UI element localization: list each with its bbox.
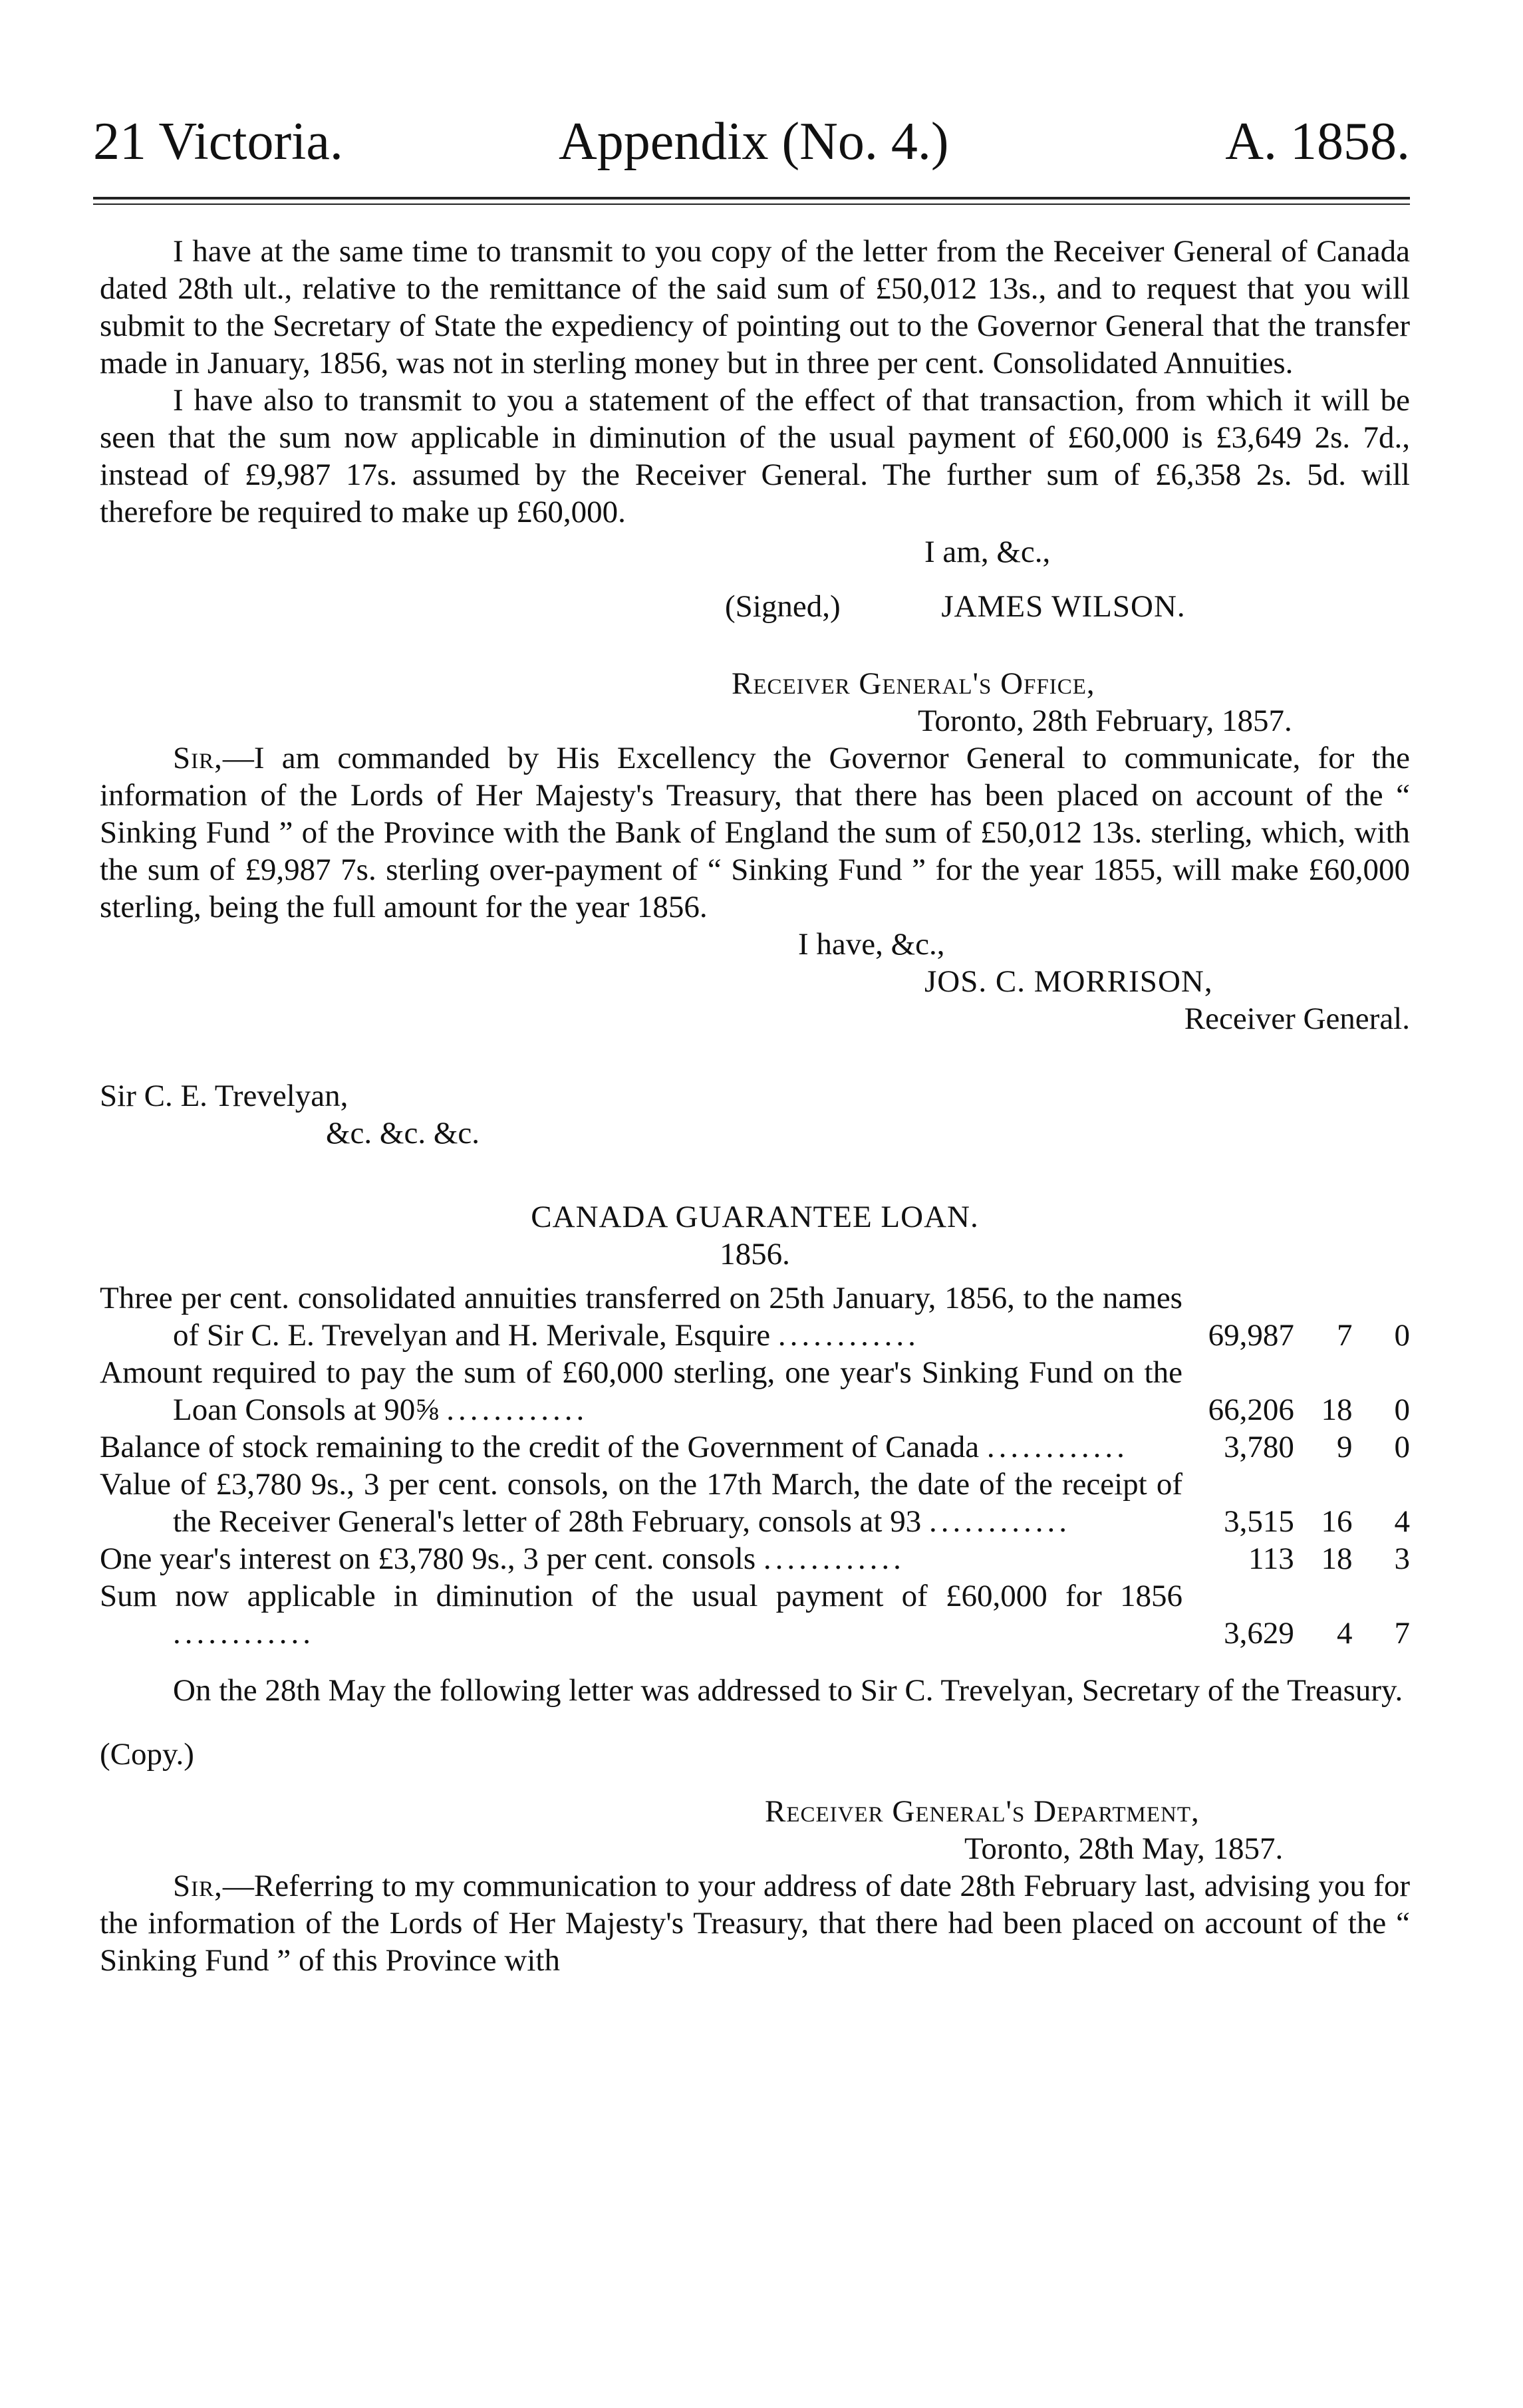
row-description-text: Balance of stock remaining to the credit of the Government of Canada ............ bbox=[100, 1430, 1129, 1464]
row-description bbox=[100, 1577, 1182, 1652]
row-pence: 3 bbox=[1394, 1541, 1410, 1576]
signatory-name: JAMES WILSON. bbox=[941, 589, 1186, 624]
letter2-signatory-name: JOS. C. MORRISON, bbox=[924, 964, 1213, 999]
loan-statement-table bbox=[100, 1279, 1410, 1652]
letter1-paragraph-2: I have also to transmit to you a statement of the effect of that transaction, from which it will be seen that the sum now applicable in diminution of the usual payment of £60,000 is £3,649 2s. 7d., instead of £9,987 17s. assumed by the Receiver General. The further sum of £6,358 2s. 5d. will therefore be required to make up £60,000. bbox=[100, 383, 1410, 529]
row-pence: 0 bbox=[1394, 1393, 1410, 1427]
row-shillings: 4 bbox=[1337, 1616, 1353, 1651]
row-description-text: One year's interest on £3,780 9s., 3 per cent. consols ............ bbox=[100, 1541, 905, 1576]
letter2-body-text: —I am commanded by His Excellency the Governor General to communicate, for the information of the Lords of Her Majesty's Treasury, that there has been placed on account of the “ Sinking Fund ” of the Province with the Bank of England the sum of £50,012 13s. sterling, which, with the sum of £9,987 7s. sterling over-payment of “ Sinking Fund ” for the year 1855, will make £60,000 sterling, being the full amount for the year 1856. bbox=[100, 741, 1410, 924]
table-row bbox=[100, 1466, 1410, 1540]
addressee-etc: &c. &c. &c. bbox=[326, 1116, 480, 1150]
row-description-text: Sum now applicable in diminution of the usual payment of £60,000 for 1856 ............ bbox=[100, 1579, 1182, 1651]
row-shillings: 18 bbox=[1321, 1541, 1353, 1576]
row-description bbox=[100, 1428, 1182, 1466]
row-shillings: 7 bbox=[1337, 1318, 1353, 1353]
row-description-text: Value of £3,780 9s., 3 per cent. consols, on the 17th March, the date of the receipt of the Receiver General's letter of 28th February, consols at 93 ............ bbox=[100, 1467, 1182, 1539]
letter3-body bbox=[100, 1867, 1410, 1979]
header-session: 21 Victoria. bbox=[93, 112, 343, 171]
row-description-text: Three per cent. consolidated annuities transferred on 25th January, 1856, to the names of Sir C. E. Trevelyan and H. Merivale, Esquire ............ bbox=[100, 1281, 1182, 1353]
row-pence: 7 bbox=[1394, 1616, 1410, 1651]
signed-label: (Signed,) bbox=[725, 589, 841, 624]
table-row bbox=[100, 1354, 1410, 1428]
row-description bbox=[100, 1540, 1182, 1577]
letter1-paragraph-1: I have at the same time to transmit to you copy of the letter from the Receiver General of Canada dated 28th ult., relative to the remittance of the said sum of £50,012 13s., and to request that you will submit to the Secretary of State the expediency of pointing out to the Governor General that the transfer made in January, 1856, was not in sterling money but in three per cent. Consolidated Annuities. bbox=[100, 234, 1410, 380]
row-pounds: 3,780 bbox=[1224, 1430, 1294, 1464]
letter2-salutation: Sir, bbox=[173, 741, 223, 775]
letter2-signatory-title: Receiver General. bbox=[1184, 1002, 1410, 1036]
page-content bbox=[100, 233, 1410, 1979]
row-description-text: Amount required to pay the sum of £60,000 sterling, one year's Sinking Fund on the Loan Consols at 90⅝ ............ bbox=[100, 1355, 1182, 1427]
row-description bbox=[100, 1279, 1182, 1354]
row-shillings: 16 bbox=[1321, 1504, 1353, 1539]
row-pounds: 3,629 bbox=[1224, 1616, 1294, 1651]
row-pence: 4 bbox=[1394, 1504, 1410, 1539]
header-rule-thick bbox=[93, 197, 1410, 200]
table-row bbox=[100, 1540, 1410, 1577]
letter2-body bbox=[100, 739, 1410, 926]
row-description bbox=[100, 1354, 1182, 1428]
dot-leader-fill: ............ bbox=[763, 1541, 905, 1576]
table-row bbox=[100, 1279, 1410, 1354]
letter2-addressee bbox=[100, 1077, 1410, 1152]
letter3-office: Receiver General's Department, bbox=[765, 1794, 1200, 1829]
letter2-place-date: Toronto, 28th February, 1857. bbox=[918, 704, 1292, 738]
letter1-signature bbox=[100, 588, 1410, 625]
header-year: A. 1858. bbox=[1225, 112, 1410, 171]
letter2-heading bbox=[100, 665, 1410, 739]
row-pounds: 66,206 bbox=[1208, 1393, 1294, 1427]
table-row bbox=[100, 1577, 1410, 1652]
dot-leader-fill: ............ bbox=[446, 1393, 589, 1427]
dot-leader-fill: ............ bbox=[173, 1616, 315, 1651]
row-pence: 0 bbox=[1394, 1430, 1410, 1464]
row-description bbox=[100, 1466, 1182, 1540]
row-pounds: 113 bbox=[1248, 1541, 1294, 1576]
letter1-closing: I am, &c., bbox=[924, 535, 1051, 569]
header-rule-thin bbox=[93, 203, 1410, 205]
dot-leader-fill: ............ bbox=[928, 1504, 1071, 1539]
statement-title: CANADA GUARANTEE LOAN. bbox=[531, 1200, 979, 1234]
row-pounds: 69,987 bbox=[1208, 1318, 1294, 1353]
table-row bbox=[100, 1428, 1410, 1466]
addressee-name: Sir C. E. Trevelyan, bbox=[100, 1079, 348, 1113]
header-appendix: Appendix (No. 4.) bbox=[559, 112, 949, 171]
letter3-place-date: Toronto, 28th May, 1857. bbox=[964, 1831, 1284, 1866]
row-pounds: 3,515 bbox=[1224, 1504, 1294, 1539]
letter3-heading bbox=[100, 1793, 1410, 1867]
statement-year: 1856. bbox=[720, 1237, 790, 1271]
row-shillings: 9 bbox=[1337, 1430, 1353, 1464]
letter2-office: Receiver General's Office, bbox=[732, 666, 1095, 701]
page-header bbox=[93, 112, 1410, 171]
letter2-closing: I have, &c., bbox=[798, 927, 945, 962]
letter3-intro: On the 28th May the following letter was addressed to Sir C. Trevelyan, Secretary of the Treasury. bbox=[173, 1673, 1403, 1708]
letter3-body-text: —Referring to my communication to your address of date 28th February last, advising you for the information of the Lords of Her Majesty's Treasury, that there had been placed on account of the “ Sinking Fund ” of this Province with bbox=[100, 1869, 1410, 1978]
row-pence: 0 bbox=[1394, 1318, 1410, 1353]
row-shillings: 18 bbox=[1321, 1393, 1353, 1427]
dot-leader-fill: ............ bbox=[777, 1318, 920, 1353]
dot-leader-fill: ............ bbox=[986, 1430, 1129, 1464]
letter3-salutation: Sir, bbox=[173, 1869, 223, 1903]
copy-label: (Copy.) bbox=[100, 1737, 194, 1772]
